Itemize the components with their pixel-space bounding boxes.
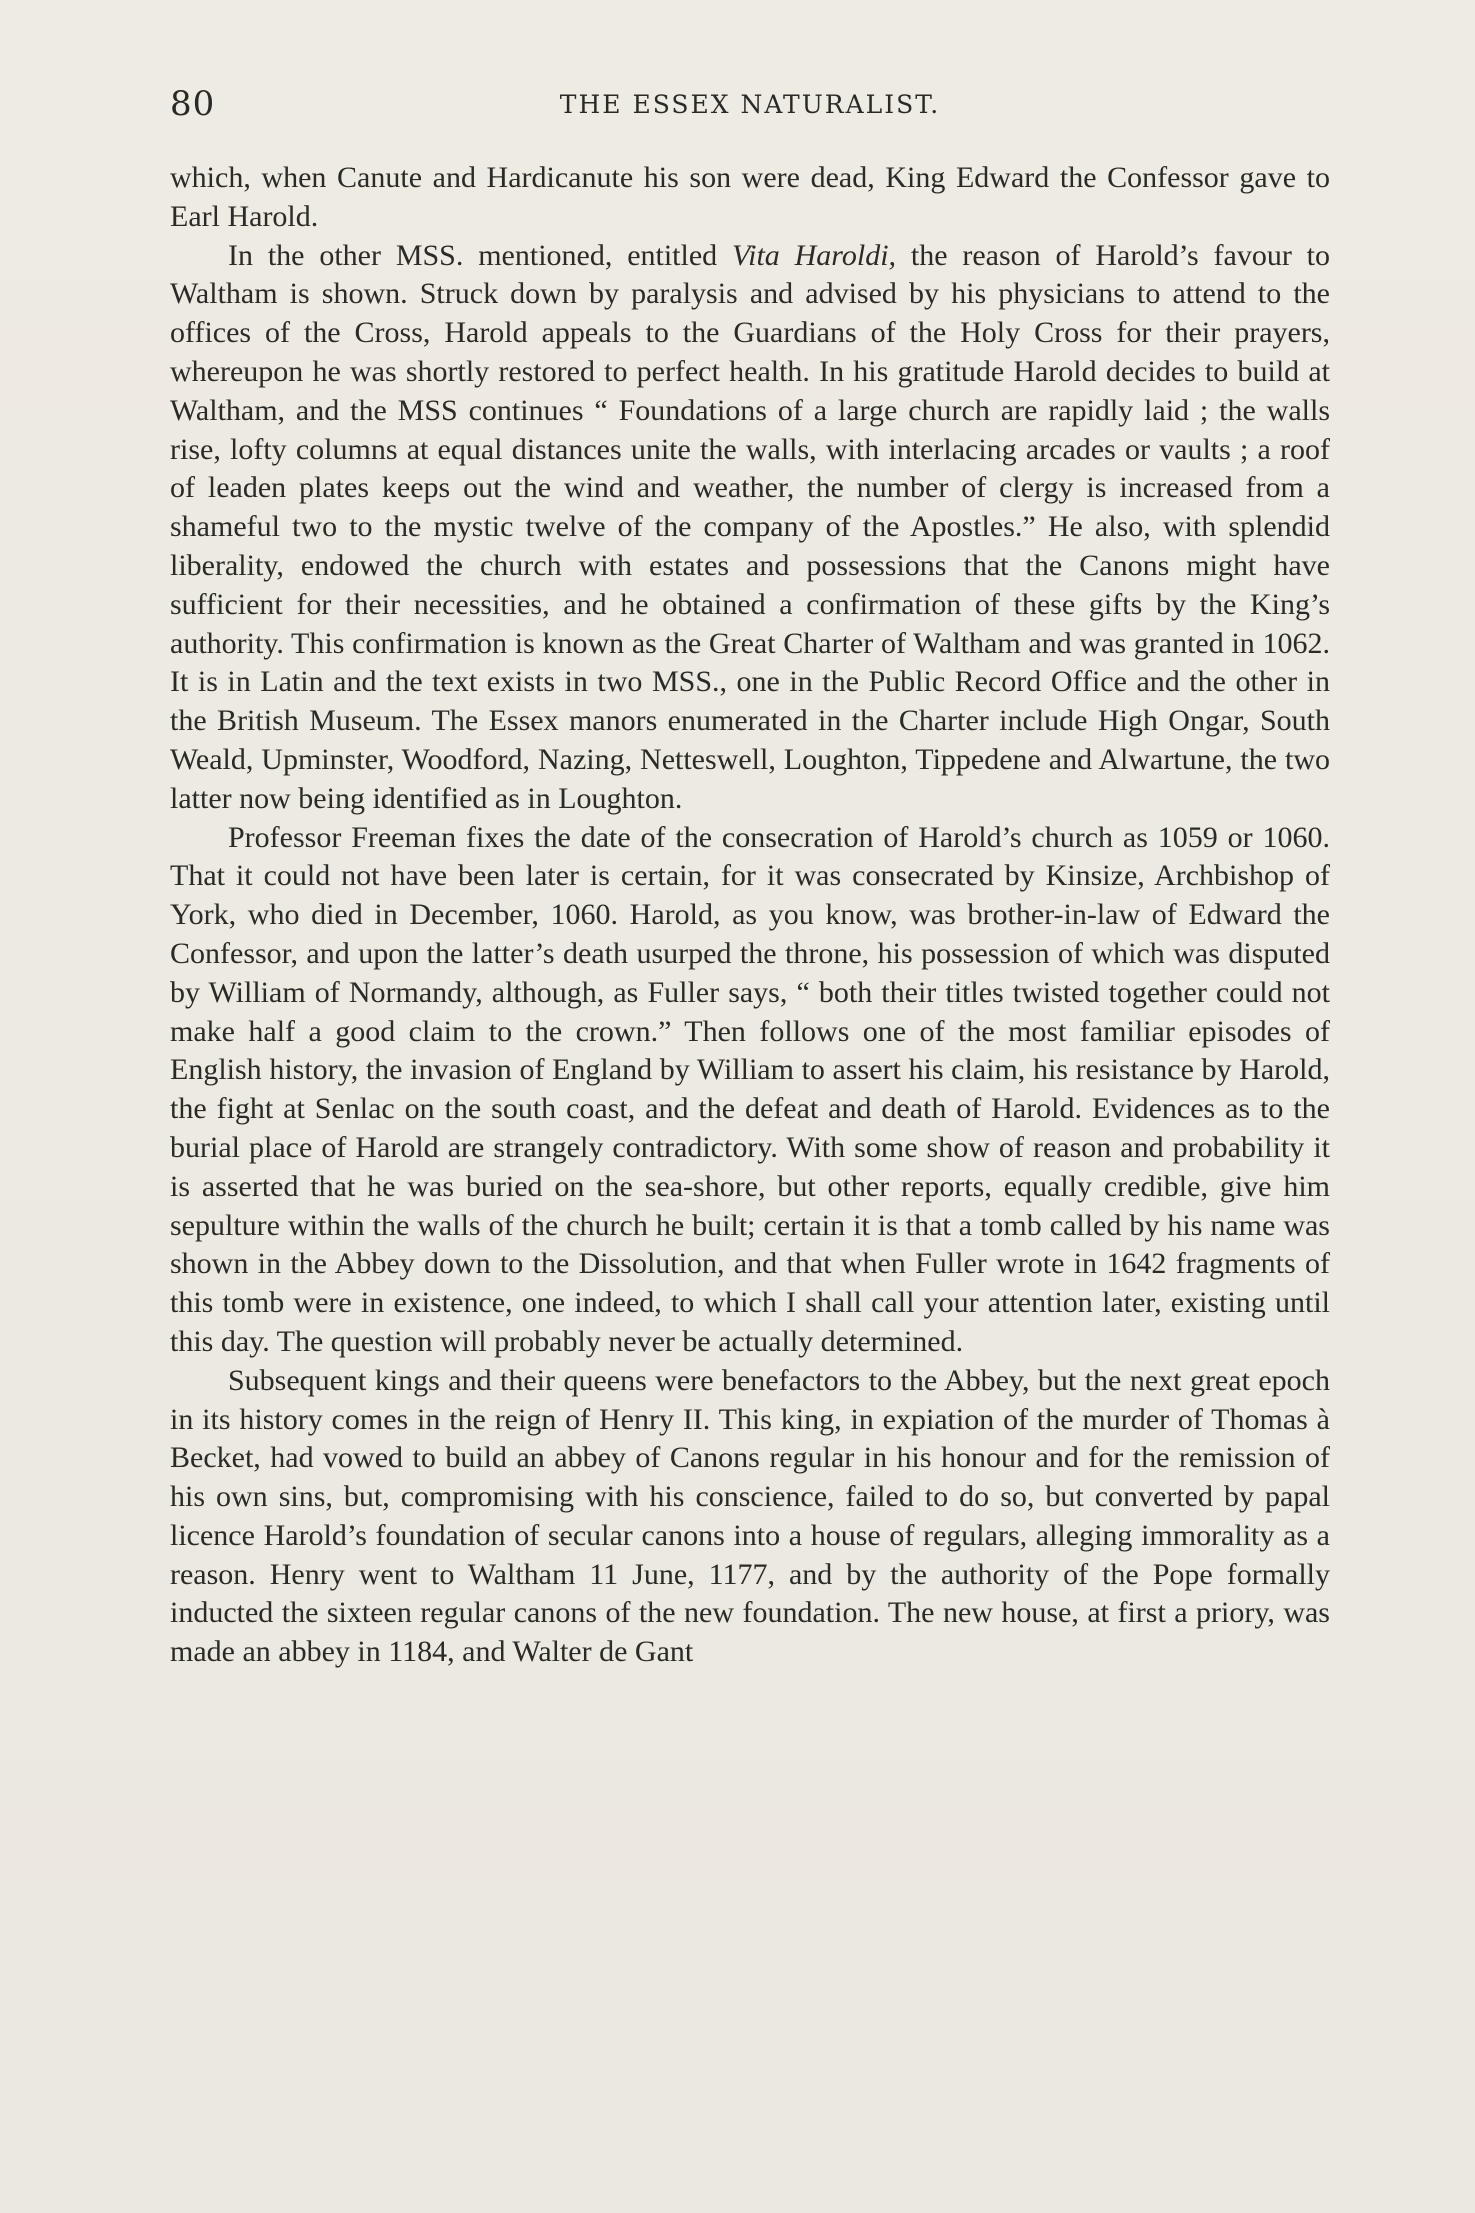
paragraph-freeman: Professor Freeman fixes the date of the consecration of Harold’s church as 1059 or 1060. That it could not have been later is certain, for it was consecrated by Kinsize, Archbishop of York, who died in December, 1060. Harold, as you know, was brother-in-law of Edward the Confessor, and upon the latter’s death usurped the throne, his possession of which was disputed by William of Normandy, although, as Fuller says, “ both their titles twisted together could not make half a good claim to the crown.” Then follows one of the most familiar episodes of English history, the invasion of England by William to assert his claim, his resistance by Harold, the fight at Senlac on the south coast, and the defeat and death of Harold. Evidences as to the burial place of Harold are strangely contradictory. With some show of reason and probability it is asserted that he was buried on the sea-shore, but other reports, equally credible, give him sepulture within the walls of the church he built; certain it is that a tomb called by his name was shown in the Abbey down to the Dissolution, and that when Fuller wrote in 1642 fragments of this tomb were in existence, one indeed, to which I shall call your attention later, existing until this day. The question will probably never be actually determined. (170, 820, 1330, 1358)
running-head (170, 84, 1330, 128)
page-number: 80 (170, 84, 216, 124)
paragraph-continued: which, when Canute and Hardicanute his son were dead, King Edward the Confessor gave to Earl Harold. (170, 161, 1330, 233)
paragraph-vita-haroldi (170, 237, 1330, 819)
journal-title: THE ESSEX NATURALIST. (559, 90, 941, 119)
italic-title: Vita Haroldi, (732, 238, 897, 272)
paragraph-text: In the other MSS. mentioned, entitled (228, 238, 733, 272)
paragraph-text: the reason of Harold’s favour to Waltham is shown. Struck down by paralysis and advised by his physicians to attend to the offices of the Cross, Harold appeals to the Guardians of the Holy Cross for their prayers, whereupon he was shortly restored to perfect health. In his gratitude Harold decides to build at Waltham, and the MSS continues “ Foundations of a large church are rapidly laid ; the walls rise, lofty columns at equal distances unite the walls, with interlacing arcades or vaults ; a roof of leaden plates keeps out the wind and weather, the number of clergy is increased from a shameful two to the mystic twelve of the company of the Apostles.” He also, with splendid liberality, endowed the church with estates and possessions that the Canons might have sufficient for their necessities, and he obtained a confirmation of these gifts by the King’s authority. This confirmation is known as the Great Charter of Waltham and was granted in 1062. It is in Latin and the text exists in two MSS., one in the Public Record Office and the other in the British Museum. The Essex manors enumerated in the Charter include High Ongar, South Weald, Upminster, Woodford, Nazing, Netteswell, Loughton, Tippedene and Alwartune, the two latter now being identified as in Loughton. (170, 238, 1330, 815)
paragraph-henry-ii: Subsequent kings and their queens were benefactors to the Abbey, but the next great epoch in its history comes in the reign of Henry II. This king, in expiation of the murder of Thomas à Becket, had vowed to build an abbey of Canons regular in his honour and for the remission of his own sins, but, compromising with his conscience, failed to do so, but converted by papal licence Harold’s foundation of secular canons into a house of regulars, alleging immorality as a reason. Henry went to Waltham 11 June, 1177, and by the authority of the Pope formally inducted the sixteen regular canons of the new foundation. The new house, at first a priory, was made an abbey in 1184, and Walter de Gant (170, 1363, 1330, 1669)
body-text (170, 159, 1330, 1672)
